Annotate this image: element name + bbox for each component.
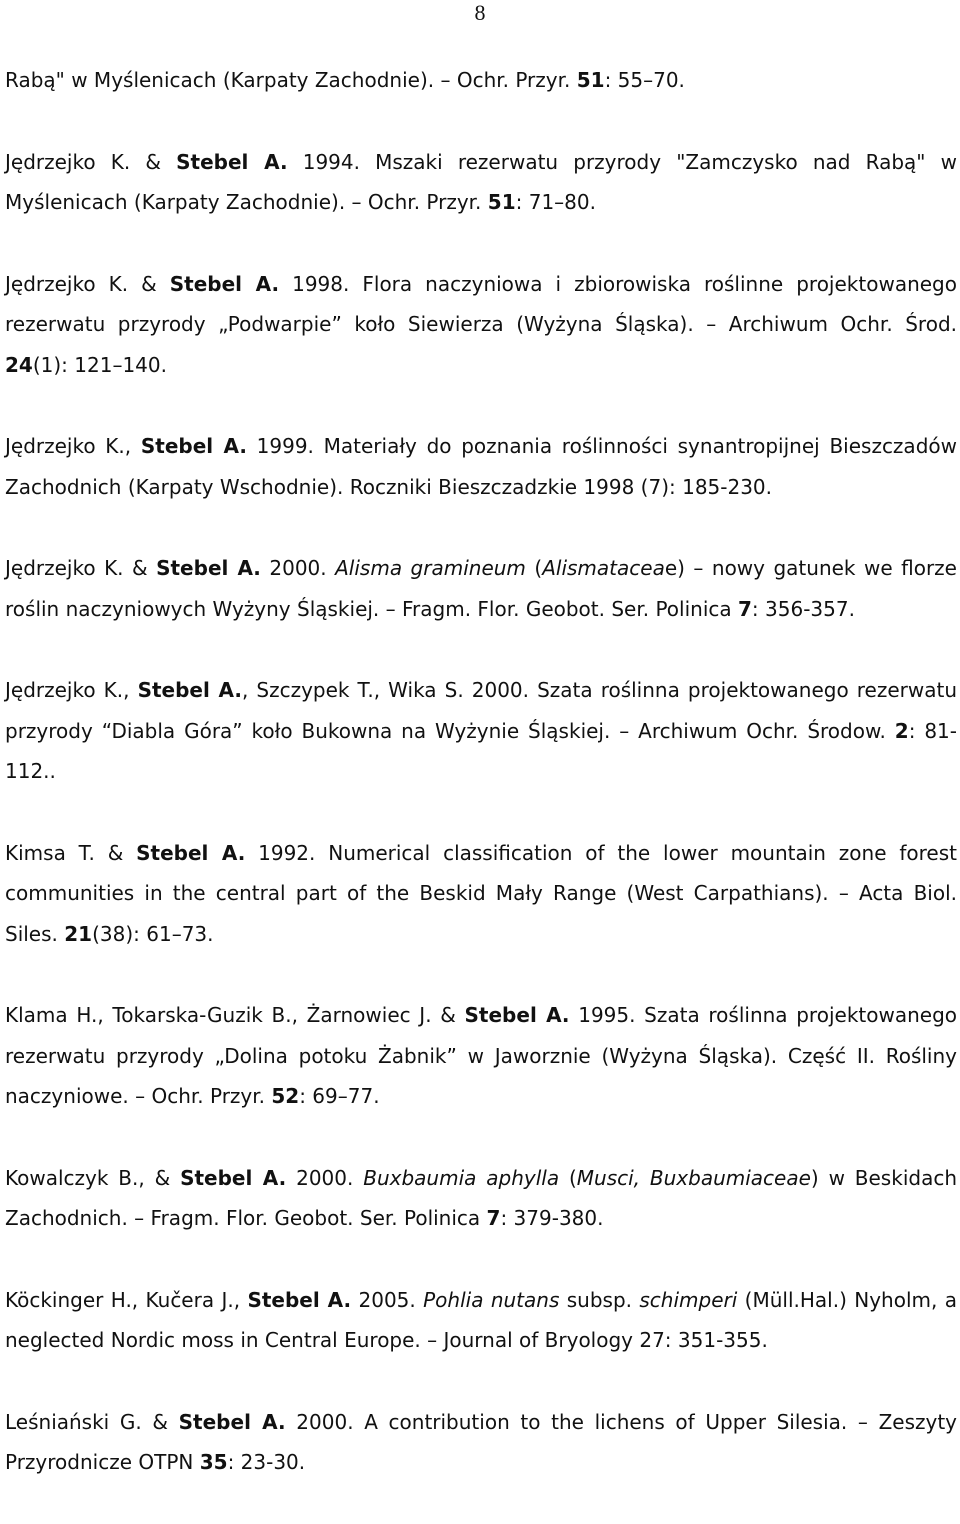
text-segment: 2000. xyxy=(260,556,336,580)
text-segment: ( xyxy=(525,556,543,580)
text-segment: ) w Beskidach Zachodnich. – Fragm. Flor. Geobot. Ser. Polinica xyxy=(5,1165,957,1230)
bold-text: Stebel A. xyxy=(178,1409,286,1434)
text-segment: Jędrzejko K. & xyxy=(5,556,157,580)
text-segment: 1994. Mszaki rezerwatu przyrody "Zamczysko nad Rabą" w Myślenicach (Karpaty Zachodnie). – Ochr. Przyr. xyxy=(5,149,957,214)
reference-entry xyxy=(5,142,957,223)
bold-text: 7 xyxy=(738,596,752,621)
italic-text: Pohlia nutans xyxy=(423,1287,560,1312)
reference-entry xyxy=(5,1402,957,1483)
text-segment: Kowalczyk B., & xyxy=(5,1165,181,1190)
bold-text: 2 xyxy=(894,718,909,743)
bold-text: 51 xyxy=(576,68,605,92)
text-segment: Jędrzejko K. & xyxy=(5,271,170,296)
text-segment: Kimsa T. & xyxy=(5,840,137,865)
bold-text: 35 xyxy=(199,1450,228,1474)
text-segment: Jędrzejko K., xyxy=(5,678,138,702)
text-segment: e) – nowy gatunek we florze roślin naczyniowych Wyżyny Śląskiej. – Fragm. Flor. Geobot. Ser. Polinica xyxy=(5,556,957,621)
italic-text: Musci, Buxbaumiaceae xyxy=(576,1165,811,1190)
text-segment: : 356-357. xyxy=(751,596,855,621)
text-segment: ( xyxy=(559,1165,577,1190)
reference-entry xyxy=(5,1158,957,1239)
reference-entry xyxy=(5,670,957,792)
text-segment: (1): 121–140. xyxy=(32,352,167,377)
text-segment: 2005. xyxy=(351,1287,424,1312)
text-segment: Rabą" w Myślenicach (Karpaty Zachodnie). – Ochr. Przyr. xyxy=(5,68,577,92)
text-segment: 1998. Flora naczyniowa i zbiorowiska roślinne projektowanego rezerwatu przyrody „Podwarpie” koło Siewierza (Wyżyna Śląska). – Archiwum Ochr. Środ. xyxy=(5,271,957,336)
reference-entry xyxy=(5,548,957,629)
text-segment: 2000. A contribution to the lichens of Upper Silesia. – Zeszyty Przyrodnicze OTPN xyxy=(5,1409,958,1474)
text-segment: (Müll.Hal.) Nyholm, a neglected Nordic moss in Central Europe. – Journal of Bryology 27: 351-355. xyxy=(5,1287,957,1352)
reference-entry xyxy=(5,60,957,101)
reference-entry xyxy=(5,995,957,1117)
bold-text: Stebel A. xyxy=(464,1003,570,1027)
text-segment: Klama H., Tokarska-Guzik B., Żarnowiec J. & xyxy=(5,1003,465,1027)
text-segment: : 55–70. xyxy=(604,68,685,92)
text-segment: (38): 61–73. xyxy=(92,921,214,946)
text-segment: 1995. Szata roślinna projektowanego rezerwatu przyrody „Dolina potoku Żabnik” w Jaworznie (Wyżyna Śląska). Część II. Rośliny naczyniowe. – Ochr. Przyr. xyxy=(5,1003,958,1108)
bold-text: Stebel A. xyxy=(247,1287,352,1312)
bold-text: 7 xyxy=(486,1206,501,1230)
text-segment: : 379-380. xyxy=(500,1206,604,1230)
text-segment: 1999. Materiały do poznania roślinności synantropijnej Bieszczadów Zachodnich (Karpaty Wschodnie). Roczniki Bieszczadzkie 1998 (7): 185-230. xyxy=(5,434,957,499)
text-segment: Jędrzejko K., xyxy=(5,434,141,458)
reference-entry xyxy=(5,426,957,507)
italic-text: Alisma gramineum xyxy=(335,556,526,580)
bold-text: 24 xyxy=(5,352,33,377)
italic-text: Buxbaumia aphylla xyxy=(363,1165,560,1190)
bold-text: 21 xyxy=(64,921,93,946)
bold-text: Stebel A. xyxy=(156,556,261,580)
text-segment: Jędrzejko K. & xyxy=(5,149,177,174)
bold-text: Stebel A. xyxy=(169,271,280,296)
bold-text: 51 xyxy=(487,190,516,214)
text-segment: : 69–77. xyxy=(299,1084,380,1108)
text-segment: subsp. xyxy=(559,1287,640,1312)
bold-text: Stebel A. xyxy=(180,1165,287,1190)
text-segment: : 23-30. xyxy=(227,1450,306,1474)
bold-text: Stebel A. xyxy=(137,678,242,702)
reference-entry xyxy=(5,264,957,386)
reference-entry xyxy=(5,1280,957,1361)
page-number: 8 xyxy=(474,0,486,25)
text-segment: 1992. Numerical classification of the lower mountain zone forest communities in the central part of the Beskid Mały Range (West Carpathians). – Acta Biol. Siles. xyxy=(5,840,957,946)
bold-text: 52 xyxy=(271,1084,300,1108)
bold-text: Stebel A. xyxy=(136,840,246,865)
italic-text: schimperi xyxy=(639,1287,738,1312)
text-segment: : 71–80. xyxy=(515,190,596,214)
text-segment: Köckinger H., Kučera J., xyxy=(5,1287,248,1312)
text-segment: : 81-112.. xyxy=(5,718,957,783)
reference-entry xyxy=(5,833,957,955)
bold-text: Stebel A. xyxy=(140,434,247,458)
text-segment: 2000. xyxy=(286,1165,364,1190)
bold-text: Stebel A. xyxy=(176,149,288,174)
text-segment: , Szczypek T., Wika S. 2000. Szata roślinna projektowanego rezerwatu przyrody “Diabla Góra” koło Bukowna na Wyżynie Śląskiej. – Archiwum Ochr. Środow. xyxy=(5,678,957,743)
reference-list xyxy=(5,60,957,1524)
italic-text: Alismatacea xyxy=(542,556,665,580)
text-segment: Leśniański G. & xyxy=(5,1409,179,1434)
